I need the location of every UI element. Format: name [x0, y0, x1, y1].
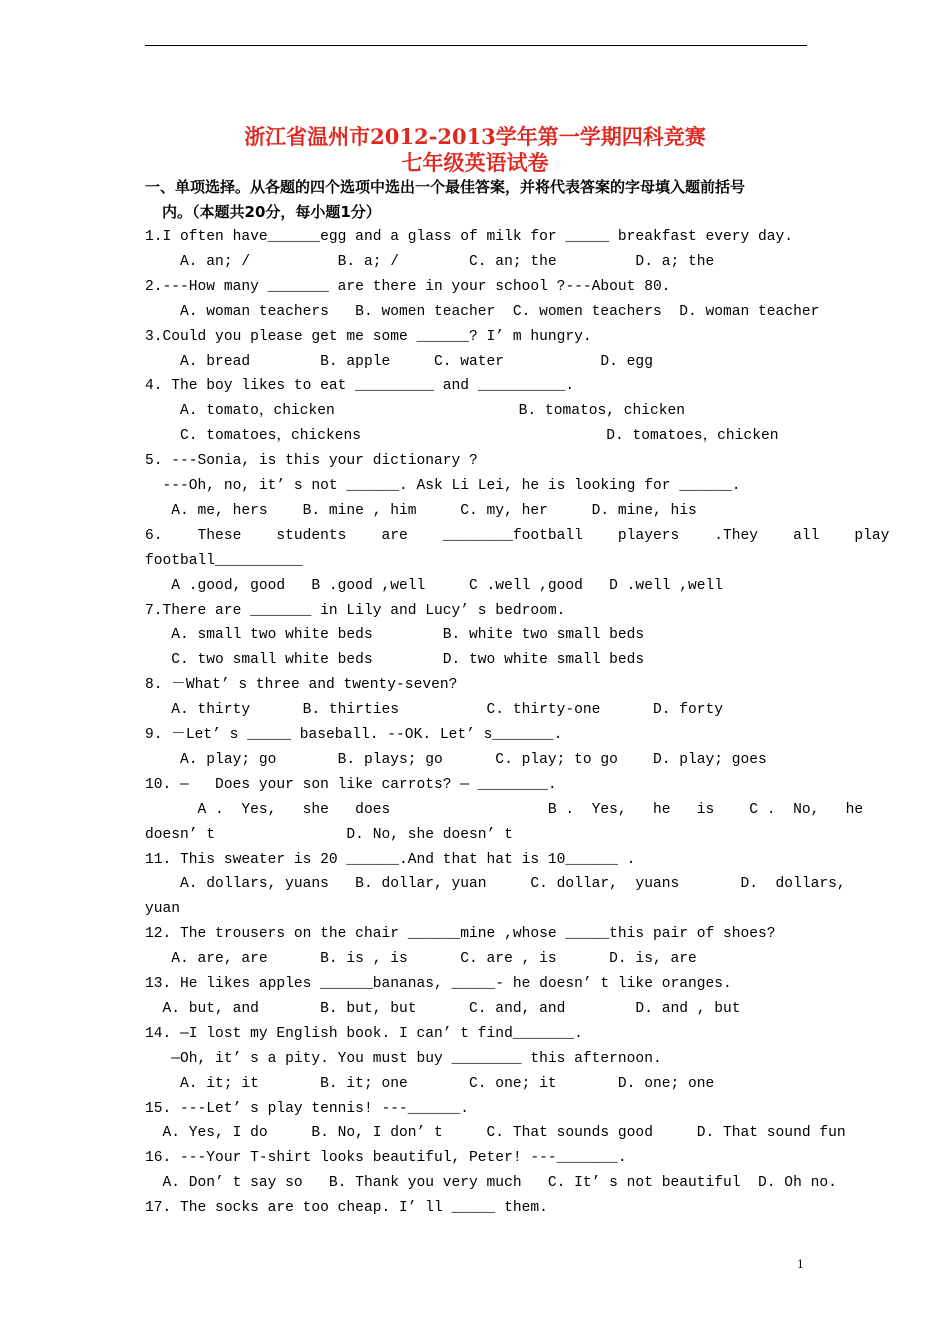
question-line: C. two small white beds D. two white small beds — [145, 652, 645, 669]
question-stem: 10. — Does your son like carrots? — ________. — [145, 776, 557, 793]
exam-title: 浙江省温州市2012-2013学年第一学期四科竞赛 — [244, 124, 706, 149]
question-stem: 4. The boy likes to eat _________ and __________. — [145, 378, 575, 395]
question-line: A. me, hers B. mine , him C. my, her D. mine, his — [145, 502, 697, 519]
question-stem: 2.---How many _______ are there in your school ?---About 80. — [145, 278, 671, 295]
question-line: A. small two white beds B. white two small beds — [145, 627, 645, 644]
question-line: A .good, good B .good ,well C .well ,good D .well ,well — [145, 577, 724, 594]
header-rule — [145, 45, 807, 46]
question-line: A. play; go B. plays; go C. play; to go D. play; goes — [145, 751, 767, 768]
question-line: C. tomatoes，chickens D. tomatoes，chicken — [145, 428, 779, 445]
question-line: A. Don’ t say so B. Thank you very much C. It’ s not beautiful D. Oh no. — [145, 1175, 837, 1192]
question-line: A. are, are B. is , is C. are , is D. is, are — [145, 951, 697, 968]
question-line: A. woman teachers B. women teacher C. women teachers D. woman teacher — [145, 303, 820, 320]
question-stem: 8. －What’ s three and twenty-seven? — [145, 677, 458, 694]
question-line: doesn’ t D. No, she doesn’ t — [145, 826, 513, 843]
question-line: A. thirty B. thirties C. thirty-one D. forty — [145, 702, 724, 719]
question-stem: 13. He likes apples ______bananas, _____- he doesn’ t like oranges. — [145, 976, 732, 992]
question-stem: 9. －Let’ s _____ baseball. --OK. Let’ s_______. — [145, 727, 563, 743]
question-stem: 11. This sweater is 20 ______.And that hat is 10______ . — [145, 851, 636, 868]
question-line: yuan — [145, 901, 181, 918]
question-line: A. dollars, yuans B. dollar, yuan C. dollar, yuans D. dollars, — [145, 876, 846, 893]
question-line: A. but, and B. but, but C. and, and D. and , but — [145, 1000, 741, 1017]
question-line: football__________ — [145, 552, 303, 569]
question-line: A . Yes, she does B . Yes, he is C . No, he — [145, 801, 864, 818]
question-stem: 17. The socks are too cheap. I’ ll _____ them. — [145, 1200, 548, 1217]
question-line: A. bread B. apple C. water D. egg — [145, 353, 653, 370]
question-stem: 6. These students are ________football players .They all play — [145, 527, 890, 544]
question-stem: 3.Could you please get me some ______? I’ m hungry. — [145, 328, 592, 345]
page-number: 1 — [797, 1256, 804, 1271]
question-line: —Oh, it’ s a pity. You must buy ________ this afternoon. — [145, 1050, 662, 1067]
question-stem: 5. ---Sonia, is this your dictionary ? — [145, 453, 478, 470]
question-stem: 16. ---Your T-shirt looks beautiful, Peter! ---_______. — [145, 1150, 627, 1167]
question-line: A. it; it B. it; one C. one; it D. one; one — [145, 1075, 715, 1092]
exam-subtitle: 七年级英语试卷 — [401, 150, 549, 175]
question-stem: 1.I often have______egg and a glass of milk for _____ breakfast every day. — [145, 229, 794, 245]
question-line: ---Oh, no, it’ s not ______. Ask Li Lei, he is looking for ______. — [145, 478, 741, 494]
question-line: A. tomato，chicken B. tomatos, chicken — [145, 403, 686, 420]
question-line: A. Yes, I do B. No, I don’ t C. That sounds good D. That sound fun — [145, 1125, 846, 1142]
question-stem: 14. —I lost my English book. I can’ t find_______. — [145, 1025, 583, 1042]
question-stem: 15. ---Let’ s play tennis! ---______. — [145, 1100, 470, 1117]
question-stem: 12. The trousers on the chair ______mine ,whose _____this pair of shoes? — [145, 926, 776, 943]
section-heading-continued: 内。（本题共20分，每小题1分） — [162, 203, 381, 221]
question-line: A. an; / B. a; / C. an; the D. a; the — [145, 253, 715, 270]
question-stem: 7.There are _______ in Lily and Lucy’ s bedroom. — [145, 602, 566, 619]
section-heading: 一、单项选择。从各题的四个选项中选出一个最佳答案，并将代表答案的字母填入题前括号 — [145, 178, 746, 196]
